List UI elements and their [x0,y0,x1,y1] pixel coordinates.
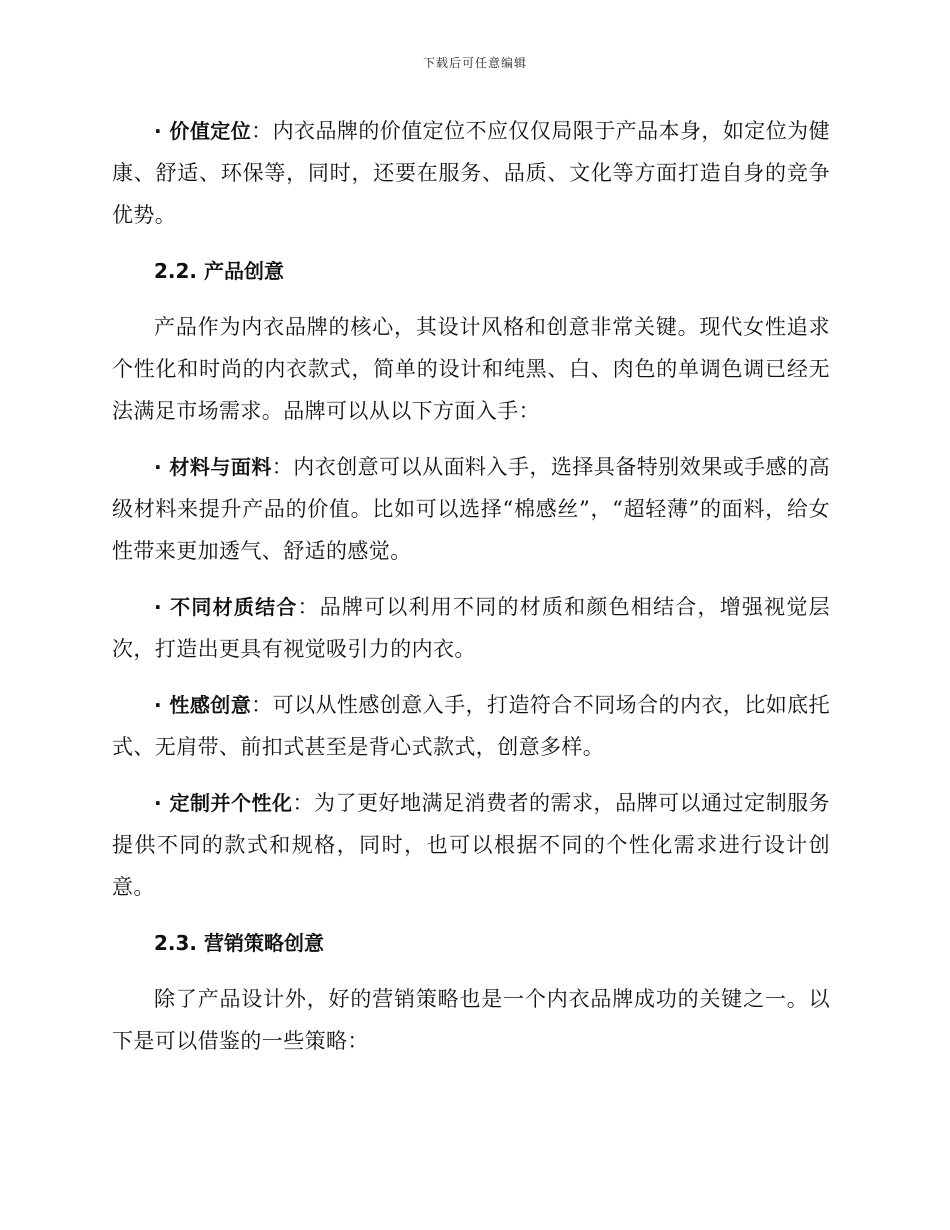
paragraph-materials [112,446,830,572]
paragraph-marketing-intro: 除了产品设计外，好的营销策略也是一个内衣品牌成功的关键之一。以下是可以借鉴的一些策略： [112,987,830,1053]
paragraph-text: ：内衣品牌的价值定位不应仅仅局限于产品本身，如定位为健康、舒适、环保等，同时，还要在服务、品质、文化等方面打造自身的竞争优势。 [112,119,830,227]
document-body [112,110,830,1076]
section-heading-marketing-strategy: 2.3. 营销策略创意 [154,931,324,955]
bullet-lead-material-combination: · 不同材质结合 [154,595,298,619]
paragraph-material-combination [112,586,830,670]
section-heading-product-creativity: 2.2. 产品创意 [154,259,284,283]
paragraph-product-intro: 产品作为内衣品牌的核心，其设计风格和创意非常关键。现代女性追求个性化和时尚的内衣款式，简单的设计和纯黑、白、肉色的单调色调已经无法满足市场需求。品牌可以从以下方面入手： [112,315,830,423]
paragraph-text: ：内衣创意可以从面料入手，选择具备特别效果或手感的高级材料来提升产品的价值。比如可以选择“棉感丝”，“超轻薄”的面料，给女性带来更加透气、舒适的感觉。 [112,455,830,563]
paragraph-customization [112,782,830,908]
page-header: 下载后可任意编辑 [422,56,527,70]
paragraph-sexy-creativity [112,684,830,768]
bullet-lead-value-positioning: · 价值定位 [154,119,252,143]
paragraph-text: ：品牌可以利用不同的材质和颜色相结合，增强视觉层次，打造出更具有视觉吸引力的内衣。 [112,595,830,661]
paragraph-text: ：为了更好地满足消费者的需求，品牌可以通过定制服务提供不同的款式和规格，同时，也可以根据不同的个性化需求进行设计创意。 [112,791,831,899]
paragraph-text: ：可以从性感创意入手，打造符合不同场合的内衣，比如底托式、无肩带、前扣式甚至是背心式款式，创意多样。 [112,693,830,759]
bullet-lead-customization: · 定制并个性化 [154,791,293,815]
bullet-lead-materials: · 材料与面料 [154,455,272,479]
paragraph-value-positioning [112,110,830,236]
bullet-lead-sexy-creativity: · 性感创意 [154,693,252,717]
